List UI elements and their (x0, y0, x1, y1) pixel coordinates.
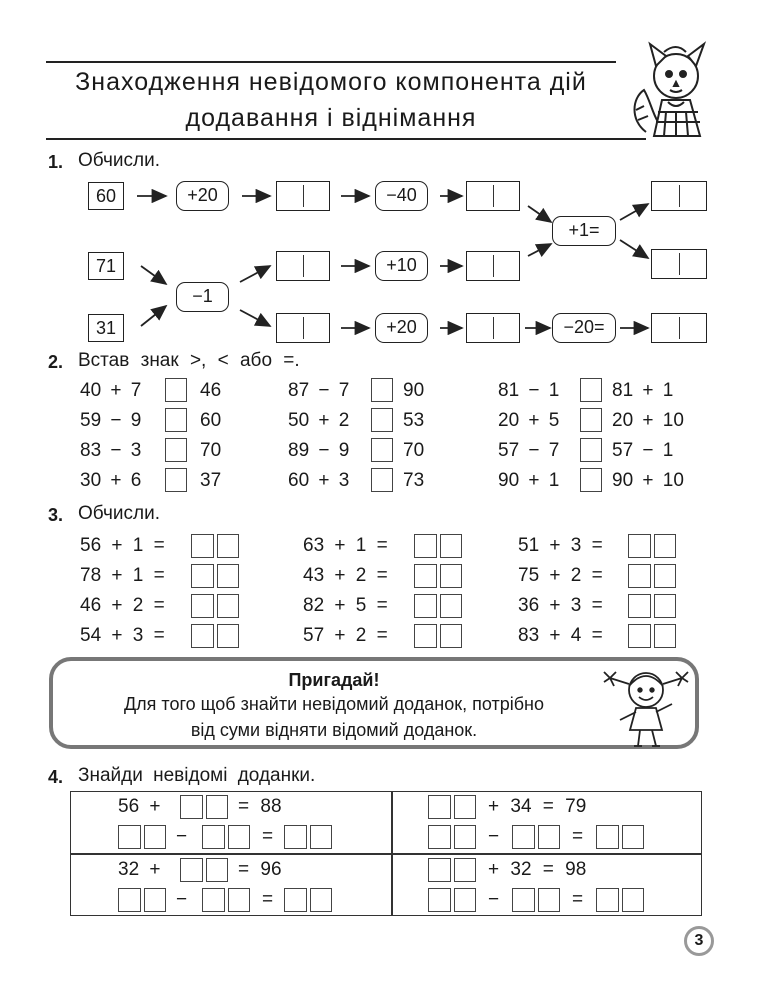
sum-expression: 51 + 3 = (518, 535, 603, 556)
compare-right: 70 (200, 440, 222, 461)
answer-box[interactable] (202, 888, 250, 912)
compare-left: 40 + 7 (80, 380, 142, 401)
page-title-line1: Знаходження невідомого компонента дій (75, 68, 587, 96)
op-plus-1-equals: +1= (552, 216, 616, 246)
answer-box[interactable] (428, 825, 476, 849)
compare-right: 37 (200, 470, 222, 491)
sum-expression: 75 + 2 = (518, 565, 603, 586)
compare-sign-box[interactable] (580, 408, 602, 432)
compare-sign-box[interactable] (580, 378, 602, 402)
answer-box[interactable] (466, 251, 520, 281)
answer-box[interactable] (284, 888, 332, 912)
answer-box[interactable] (651, 313, 707, 343)
answer-box[interactable] (118, 888, 166, 912)
op-plus-20-top: +20 (176, 181, 229, 211)
answer-box[interactable] (428, 888, 476, 912)
compare-right: 53 (403, 410, 425, 431)
compare-left: 57 − 7 (498, 440, 560, 461)
answer-box[interactable] (651, 249, 707, 279)
answer-box[interactable] (276, 313, 330, 343)
sum-expression: 83 + 4 = (518, 625, 603, 646)
equation-rest: + 34 = 79 (488, 796, 587, 817)
minus-sign: − (176, 889, 188, 910)
sum-expression: 57 + 2 = (303, 625, 388, 646)
answer-box[interactable] (651, 181, 707, 211)
compare-sign-box[interactable] (371, 438, 393, 462)
answer-box[interactable] (276, 251, 330, 281)
compare-left: 90 + 1 (498, 470, 560, 491)
equals-sign: = (572, 889, 584, 910)
equation-sum: = 96 (238, 859, 282, 880)
sum-answer-box[interactable] (414, 564, 462, 588)
equals-sign: = (572, 826, 584, 847)
minus-sign: − (176, 826, 188, 847)
compare-right: 73 (403, 470, 425, 491)
compare-left: 60 + 3 (288, 470, 350, 491)
sum-answer-box[interactable] (628, 534, 676, 558)
sum-answer-box[interactable] (414, 534, 462, 558)
compare-sign-box[interactable] (165, 408, 187, 432)
task4-number: 4. (48, 767, 64, 787)
sum-expression: 36 + 3 = (518, 595, 603, 616)
reminder-line1: Для того щоб знайти невідомий доданок, потрібно (123, 694, 544, 714)
unknown-addend-box[interactable] (428, 858, 476, 882)
sum-answer-box[interactable] (191, 534, 239, 558)
task1-label: Обчисли. (78, 150, 161, 171)
task1-arrows (0, 0, 764, 360)
equation-rest: + 32 = 98 (488, 859, 587, 880)
compare-sign-box[interactable] (165, 378, 187, 402)
op-minus-20-equals: −20= (552, 313, 616, 343)
compare-sign-box[interactable] (371, 468, 393, 492)
sum-expression: 54 + 3 = (80, 625, 165, 646)
op-minus-40: −40 (375, 181, 428, 211)
minus-sign: − (488, 889, 500, 910)
chain-start-71: 71 (88, 252, 124, 280)
minus-sign: − (488, 826, 500, 847)
compare-left: 87 − 7 (288, 380, 350, 401)
compare-right: 57 − 1 (612, 440, 674, 461)
compare-sign-box[interactable] (371, 408, 393, 432)
op-plus-20-bottom: +20 (375, 313, 428, 343)
task1-number: 1. (48, 152, 64, 172)
sum-expression: 43 + 2 = (303, 565, 388, 586)
op-plus-10: +10 (375, 251, 428, 281)
sum-expression: 63 + 1 = (303, 535, 388, 556)
compare-sign-box[interactable] (580, 468, 602, 492)
answer-box[interactable] (596, 825, 644, 849)
sum-answer-box[interactable] (191, 564, 239, 588)
compare-right: 46 (200, 380, 222, 401)
sum-answer-box[interactable] (414, 624, 462, 648)
answer-box[interactable] (466, 181, 520, 211)
sum-answer-box[interactable] (191, 624, 239, 648)
girl-mascot-illustration (598, 662, 696, 752)
page-number: 3 (684, 926, 714, 956)
compare-left: 30 + 6 (80, 470, 142, 491)
compare-sign-box[interactable] (165, 438, 187, 462)
compare-right: 81 + 1 (612, 380, 674, 401)
compare-left: 83 − 3 (80, 440, 142, 461)
unknown-addend-box[interactable] (180, 795, 228, 819)
task3-number: 3. (48, 505, 64, 525)
answer-box[interactable] (596, 888, 644, 912)
reminder-line2: від суми відняти відомий доданок. (190, 720, 478, 740)
task3-label: Обчисли. (78, 503, 161, 524)
compare-sign-box[interactable] (371, 378, 393, 402)
compare-left: 89 − 9 (288, 440, 350, 461)
answer-box[interactable] (202, 825, 250, 849)
sum-answer-box[interactable] (628, 564, 676, 588)
unknown-addend-box[interactable] (180, 858, 228, 882)
table-divider-horizontal (70, 853, 702, 855)
task2-label: Встав знак >, < або =. (78, 350, 300, 371)
compare-left: 81 − 1 (498, 380, 560, 401)
compare-left: 59 − 9 (80, 410, 142, 431)
compare-left: 20 + 5 (498, 410, 560, 431)
unknown-addend-box[interactable] (428, 795, 476, 819)
sum-expression: 82 + 5 = (303, 595, 388, 616)
sum-expression: 56 + 1 = (80, 535, 165, 556)
sum-answer-box[interactable] (414, 594, 462, 618)
sum-expression: 46 + 2 = (80, 595, 165, 616)
answer-box[interactable] (466, 313, 520, 343)
compare-right: 90 (403, 380, 425, 401)
sum-expression: 78 + 1 = (80, 565, 165, 586)
compare-sign-box[interactable] (165, 468, 187, 492)
equation-left-operand: 32 + (118, 859, 161, 880)
chain-start-60: 60 (88, 182, 124, 210)
compare-right: 90 + 10 (612, 470, 684, 491)
compare-left: 50 + 2 (288, 410, 350, 431)
task4-label: Знайди невідомі доданки. (78, 765, 316, 786)
equation-left-operand: 56 + (118, 796, 161, 817)
equals-sign: = (262, 889, 274, 910)
reminder-title: Пригадай! (288, 670, 380, 690)
equals-sign: = (262, 826, 274, 847)
chain-start-31: 31 (88, 314, 124, 342)
compare-right: 20 + 10 (612, 410, 684, 431)
answer-box[interactable] (118, 825, 166, 849)
answer-box[interactable] (276, 181, 330, 211)
sum-answer-box[interactable] (191, 594, 239, 618)
compare-sign-box[interactable] (580, 438, 602, 462)
compare-right: 60 (200, 410, 222, 431)
sum-answer-box[interactable] (628, 594, 676, 618)
page-title-line2: додавання і віднімання (185, 104, 477, 132)
answer-box[interactable] (284, 825, 332, 849)
answer-box[interactable] (512, 888, 560, 912)
op-minus-1: −1 (176, 282, 229, 312)
sum-answer-box[interactable] (628, 624, 676, 648)
answer-box[interactable] (512, 825, 560, 849)
compare-right: 70 (403, 440, 425, 461)
equation-sum: = 88 (238, 796, 282, 817)
task2-number: 2. (48, 352, 64, 372)
